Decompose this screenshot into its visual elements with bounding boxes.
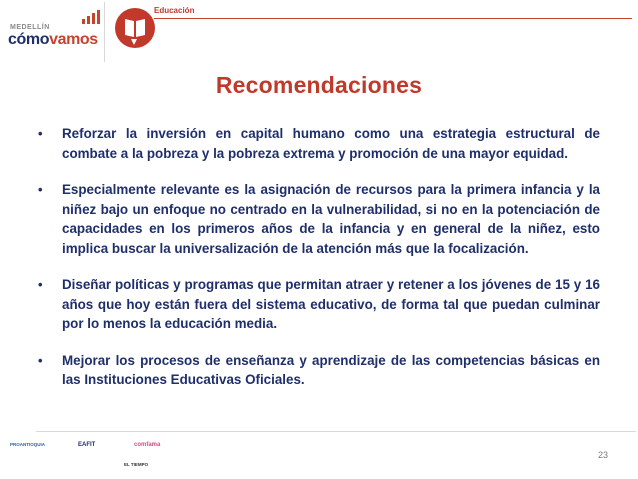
list-item (38, 180, 600, 258)
bullet-icon: • (38, 126, 43, 141)
bullet-icon: • (38, 277, 43, 292)
sponsor-logo: PROANTIOQUIA (10, 442, 46, 447)
logo-city: MEDELLÍN (10, 24, 50, 31)
sponsor-logo: comfama (134, 442, 161, 448)
sponsor-logo: EL TIEMPO (124, 462, 149, 467)
sponsor-logo: EAFIT (78, 442, 96, 448)
bullet-text: Mejorar los procesos de enseñanza y aprendizaje de las competencias básicas en las Instituciones Educativas Oficiales. (62, 352, 600, 387)
bullet-icon: • (38, 352, 43, 368)
list-item (38, 275, 600, 334)
bars-logo-icon (82, 10, 102, 24)
list-item (38, 124, 600, 163)
bullet-text: Diseñar políticas y programas que permitan atraer y retener a los jóvenes de 15 y 16 años que hoy están fuera del sistema educativo, de forma tal que puedan culminar por lo menos la educación media. (62, 277, 600, 331)
logo-name: cómovamos (8, 31, 98, 48)
page-title: Recomendaciones (215, 72, 423, 98)
section-label: Educación (154, 6, 195, 15)
header-rule (154, 18, 632, 19)
sponsor-logos (8, 436, 238, 476)
como-vamos-logo (8, 4, 104, 48)
list-item (38, 351, 600, 390)
footer-rule (36, 431, 636, 432)
bullet-text: Especialmente relevante es la asignación de recursos para la primera infancia y la niñez bajo un enfoque no centrado en la vulnerabilidad, si no en la potenciación de capacidades en los primeros años de la infancia y en general de la niñez, esto implica buscar la universalización de la atención más que la focalización. (62, 182, 600, 256)
header-divider (104, 2, 105, 62)
bullet-icon: • (38, 182, 43, 197)
bullet-text: Reforzar la inversión en capital humano como una estrategia estructural de combate a la pobreza y la pobreza extrema y promoción de una mayor equidad. (62, 126, 600, 161)
recommendations-list (38, 124, 600, 407)
page-number: 23 (597, 450, 608, 460)
